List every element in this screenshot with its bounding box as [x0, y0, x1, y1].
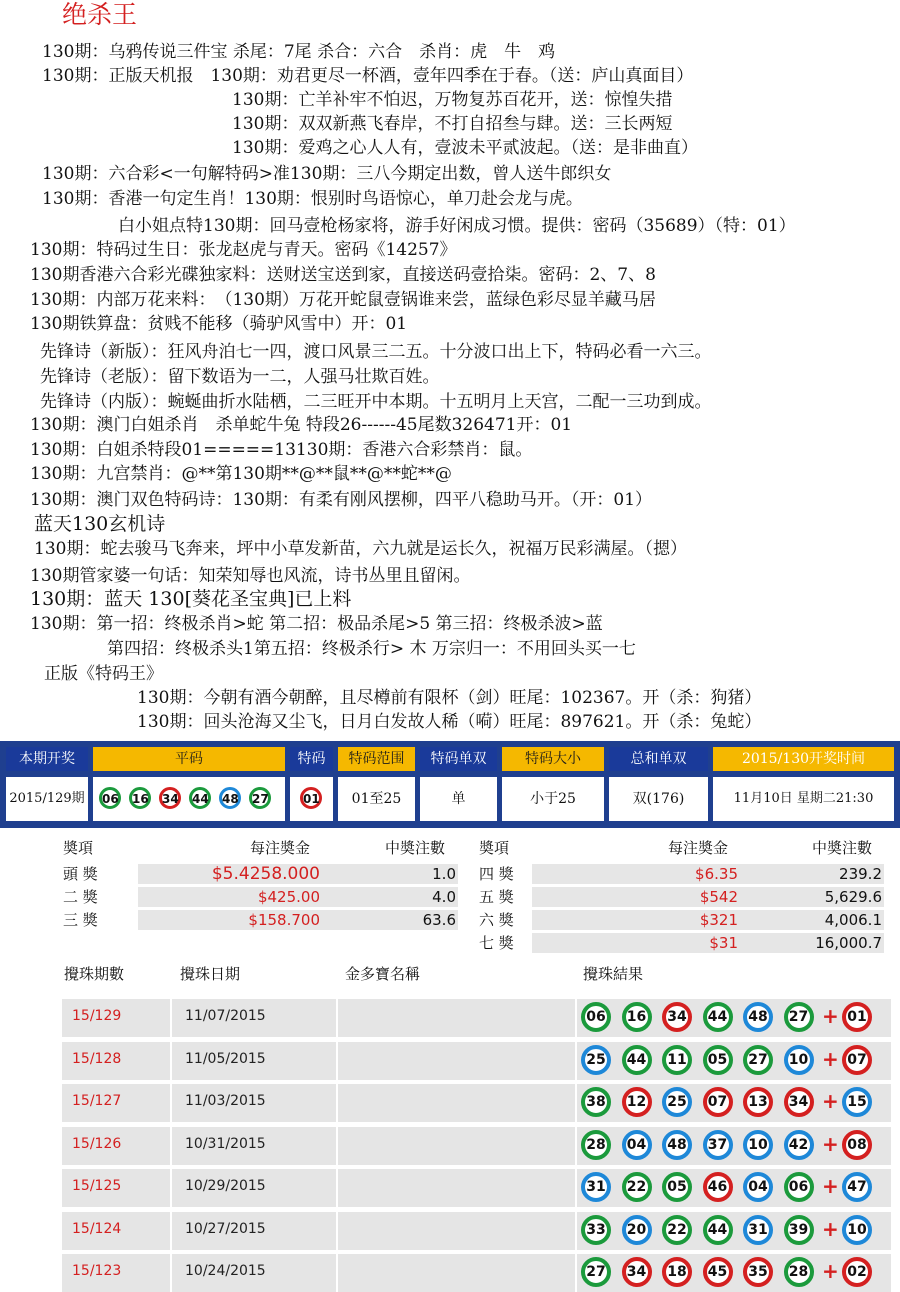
history-ball: 46	[703, 1172, 733, 1202]
regular-balls	[93, 777, 285, 821]
text-line: 130期：特码过生日：张龙赵虎与青天。密码《14257》	[30, 240, 457, 260]
history-ball: 31	[581, 1172, 611, 1202]
history-ball: 44	[622, 1045, 652, 1075]
history-date: 11/03/2015	[185, 1093, 266, 1109]
history-ball: 25	[662, 1087, 692, 1117]
history-ball: 22	[662, 1215, 692, 1245]
text-line: 先锋诗（内版）：蜿蜒曲折水陆栖，二三旺开中本期。十五明月上天宫，二配一三功到成。	[40, 392, 712, 412]
result-period: 2015/129期	[6, 777, 88, 821]
history-row	[61, 1254, 890, 1292]
text-line: 130期：回头沧海又尘飞，日月白发故人稀（嗬）旺尾：897621。开（杀：兔蛇）	[137, 712, 762, 732]
prize-header-name: 奬項	[479, 839, 510, 857]
history-special-ball: 08	[842, 1130, 872, 1160]
history-ball: 34	[622, 1257, 652, 1287]
ball: 27	[249, 787, 271, 809]
plus-sign: +	[822, 1046, 839, 1071]
result-next-time: 11月10日 星期二21:30	[713, 777, 894, 821]
header-current: 本期开奖	[6, 747, 88, 771]
prize-header-count: 中奬注數	[385, 839, 446, 857]
history-row	[61, 1127, 890, 1165]
ball: 34	[159, 787, 181, 809]
prize-name: 三 獎	[63, 911, 98, 929]
history-date: 10/29/2015	[185, 1178, 266, 1194]
text-line: 130期：白姐杀特段01=====13130期：香港六合彩禁肖：鼠。	[30, 440, 533, 460]
history-cell	[337, 1212, 575, 1250]
text-line: 先锋诗（新版）：狂风舟泊七一四，渡口风景三二五。十分波口出上下，特码必看一六三。	[40, 342, 712, 362]
text-line: 130期：六合彩<一句解特码>准130期：三八今期定出数，曾人送牛郎织女	[42, 164, 612, 184]
history-ball: 18	[662, 1257, 692, 1287]
history-row	[61, 1084, 890, 1122]
result-size: 小于25	[502, 777, 604, 821]
text-line: 130期：爱鸡之心人人有，壹波未平贰波起。（送：是非曲直）	[232, 138, 698, 158]
history-period: 15/126	[72, 1135, 122, 1152]
header-next-time: 2015/130开奖时间	[713, 747, 894, 771]
ball: 06	[99, 787, 121, 809]
text-line: 130期：内部万花来料： （130期）万花开蛇鼠壹锅谁来尝，蓝绿色彩尽显羊藏马居	[30, 290, 656, 310]
history-date: 11/05/2015	[185, 1050, 266, 1067]
prize-amount: $31	[709, 934, 738, 952]
history-header-date: 攪珠日期	[180, 965, 241, 983]
history-row	[61, 1169, 890, 1207]
ball: 44	[189, 787, 211, 809]
prize-amount: $158.700	[248, 911, 320, 929]
text-line: 130期铁算盘：贫贱不能移（骑驴风雪中）开：01	[30, 314, 408, 334]
text-line: 第四招：终极杀头1第五招：终极杀行> 木 万宗归一：不用回头买一七	[107, 639, 636, 659]
header-size: 特码大小	[502, 747, 604, 771]
history-ball: 11	[662, 1045, 692, 1075]
text-line: 先锋诗（老版）：留下数语为一二，人强马壮欺百姓。	[40, 367, 440, 387]
prize-header-amount: 每注奬金	[250, 839, 311, 857]
history-special-ball: 10	[842, 1215, 872, 1245]
history-special-ball: 15	[842, 1087, 872, 1117]
prize-amount: $425.00	[257, 888, 320, 906]
history-row	[61, 999, 890, 1037]
prize-count: 63.6	[422, 911, 456, 929]
text-line: 130期：亡羊补牢不怕迟，万物复苏百花开，送：惊惶失措	[232, 90, 673, 110]
result-sum: 双(176)	[609, 777, 708, 821]
result-oddeven: 单	[420, 777, 497, 821]
history-ball: 10	[743, 1130, 773, 1160]
history-special-ball: 47	[842, 1172, 872, 1202]
history-date: 10/24/2015	[185, 1263, 266, 1279]
history-ball: 06	[784, 1172, 814, 1202]
history-ball: 28	[581, 1130, 611, 1160]
plus-sign: +	[822, 1174, 839, 1198]
text-line: 白小姐点特130期：回马壹枪杨家将，游手好闲成习惯。提供：密码（35689）（特：01）	[118, 216, 796, 236]
history-ball: 10	[784, 1045, 814, 1075]
history-ball: 42	[784, 1130, 814, 1160]
history-ball: 44	[703, 1215, 733, 1245]
history-special-ball: 01	[842, 1002, 872, 1032]
header-oddeven: 特码单双	[420, 747, 497, 771]
history-header-result: 攪珠結果	[583, 965, 644, 983]
history-cell	[337, 999, 575, 1037]
history-ball: 33	[581, 1215, 611, 1245]
history-ball: 34	[662, 1002, 692, 1032]
history-ball: 20	[622, 1215, 652, 1245]
history-ball: 27	[784, 1002, 814, 1032]
prize-name: 四 獎	[479, 865, 514, 883]
history-ball: 37	[703, 1130, 733, 1160]
history-ball: 06	[581, 1002, 611, 1032]
text-line: 130期：澳门双色特码诗：130期：有柔有刚风摆柳，四平八稳助马开。（开：01）	[30, 490, 653, 510]
text-line: 130期：第一招：终极杀肖>蛇 第二招：极品杀尾>5 第三招：终极杀波>蓝	[30, 614, 603, 634]
prize-count: 5,629.6	[824, 888, 882, 906]
history-ball: 48	[662, 1130, 692, 1160]
text-line: 正版《特码王》	[44, 664, 163, 684]
special-ball: 01	[300, 787, 322, 809]
history-ball: 05	[703, 1045, 733, 1075]
history-cell	[337, 1127, 575, 1165]
result-range: 01至25	[338, 777, 415, 821]
text-line: 130期：澳门白姐杀肖 杀单蛇牛兔 特段26------45尾数326471开：01	[30, 415, 573, 435]
history-ball: 13	[743, 1087, 773, 1117]
history-period: 15/129	[72, 1008, 122, 1024]
prize-count: 239.2	[839, 865, 882, 883]
history-ball: 39	[784, 1215, 814, 1245]
history-ball: 28	[784, 1257, 814, 1287]
history-ball: 07	[703, 1087, 733, 1117]
header-regular: 平码	[93, 747, 285, 771]
text-line: 130期：九宫禁肖：@**第130期**@**鼠**@**蛇**@	[30, 464, 452, 484]
plus-sign: +	[822, 1089, 839, 1113]
history-ball: 25	[581, 1045, 611, 1075]
history-row	[61, 1042, 890, 1080]
text-line: 130期：今朝有酒今朝醉，且尽樽前有限杯（剑）旺尾：102367。开（杀：狗猪）	[137, 688, 762, 708]
history-ball: 44	[703, 1002, 733, 1032]
history-ball: 04	[622, 1130, 652, 1160]
history-ball: 38	[581, 1087, 611, 1117]
prize-name: 二 獎	[63, 888, 98, 906]
history-ball: 12	[622, 1087, 652, 1117]
history-cell	[337, 1042, 575, 1080]
plus-sign: +	[822, 1004, 839, 1028]
history-period: 15/123	[72, 1263, 122, 1279]
history-ball: 35	[743, 1257, 773, 1287]
prize-amount: $321	[699, 911, 738, 929]
prize-header-amount: 每注奬金	[668, 839, 729, 857]
history-header-name: 金多寶名稱	[345, 965, 421, 983]
header-sum: 总和单双	[609, 747, 708, 771]
text-line: 130期：乌鸦传说三件宝 杀尾：7尾 杀合：六合 杀肖：虎 牛 鸡	[42, 42, 556, 62]
text-line: 130期：蓝天 130[葵花圣宝典]已上料	[30, 588, 352, 610]
history-ball: 16	[622, 1002, 652, 1032]
history-ball: 22	[622, 1172, 652, 1202]
history-date: 10/27/2015	[185, 1220, 266, 1237]
text-line: 130期：蛇去骏马飞奔来，坪中小草发新苗，六九就是运长久，祝福万民彩满屋。（摁）	[34, 539, 687, 559]
prize-name: 頭 獎	[63, 865, 98, 883]
history-ball: 34	[784, 1087, 814, 1117]
history-period: 15/128	[72, 1050, 122, 1067]
prize-count: 4,006.1	[824, 911, 882, 929]
history-special-ball: 02	[842, 1257, 872, 1287]
ball: 48	[219, 787, 241, 809]
history-cell	[337, 1254, 575, 1292]
page-title: 绝杀王	[62, 0, 138, 29]
history-row	[61, 1212, 890, 1250]
plus-sign: +	[822, 1131, 839, 1156]
history-cell	[337, 1169, 575, 1207]
history-date: 11/07/2015	[185, 1008, 266, 1024]
history-ball: 27	[743, 1045, 773, 1075]
prize-count: 16,000.7	[815, 934, 882, 952]
text-line: 130期管家婆一句话：知荣知辱也风流，诗书丛里且留闲。	[30, 566, 471, 586]
special-ball-cell	[290, 777, 333, 821]
history-date: 10/31/2015	[185, 1135, 266, 1152]
prize-amount: $542	[699, 888, 738, 906]
prize-header-count: 中奬注數	[812, 839, 873, 857]
prize-name: 五 獎	[479, 888, 514, 906]
history-period: 15/124	[72, 1220, 122, 1237]
header-range: 特码范围	[338, 747, 415, 771]
prize-amount: $5.4258.000	[211, 864, 320, 884]
prize-name: 七 獎	[479, 934, 514, 952]
ball: 16	[129, 787, 151, 809]
history-period: 15/125	[72, 1178, 122, 1194]
text-line: 蓝天130玄机诗	[34, 513, 166, 535]
history-ball: 48	[743, 1002, 773, 1032]
history-ball: 04	[743, 1172, 773, 1202]
header-special: 特码	[290, 747, 333, 771]
prize-amount: $6.35	[695, 865, 738, 883]
plus-sign: +	[822, 1259, 839, 1283]
history-header-period: 攪珠期數	[64, 965, 125, 983]
history-ball: 45	[703, 1257, 733, 1287]
prize-count: 4.0	[432, 888, 456, 906]
text-line: 130期：双双新燕飞春岸，不打自招叁与肆。送：三长两短	[232, 114, 673, 134]
prize-count: 1.0	[432, 865, 456, 883]
history-ball: 27	[581, 1257, 611, 1287]
result-table	[0, 741, 900, 828]
history-period: 15/127	[72, 1093, 122, 1109]
plus-sign: +	[822, 1216, 839, 1241]
history-special-ball: 07	[842, 1045, 872, 1075]
text-line: 130期香港六合彩光碟独家料：送财送宝送到家，直接送码壹拾柒。密码：2、7、8	[30, 265, 656, 285]
text-line: 130期：正版天机报 130期：劝君更尽一杯酒，壹年四季在于春。（送：庐山真面目）	[42, 66, 694, 86]
history-cell	[337, 1084, 575, 1122]
prize-header-name: 奬項	[63, 839, 94, 857]
history-ball: 31	[743, 1215, 773, 1245]
history-ball: 05	[662, 1172, 692, 1202]
text-line: 130期：香港一句定生肖！130期：恨别时鸟语惊心，单刀赴会龙与虎。	[42, 189, 583, 209]
prize-name: 六 獎	[479, 911, 514, 929]
